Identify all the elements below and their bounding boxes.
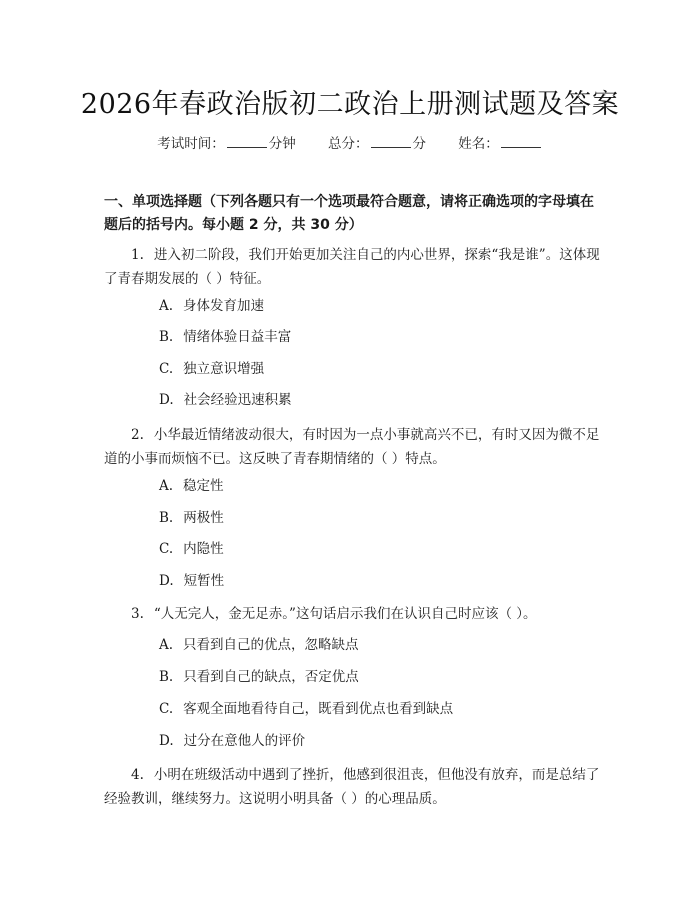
option-text: 客观全面地看待自己，既看到优点也看到缺点	[183, 701, 454, 717]
exam-time-field	[157, 136, 300, 152]
option-letter: C.	[159, 701, 174, 717]
question-1-text: 进入初二阶段，我们开始更加关注自己的内心世界，探索“我是谁”。这体现了青春期发展的（ ）特征。	[104, 247, 600, 287]
question-3-number: 3.	[131, 606, 144, 622]
question-1-option-a	[159, 296, 264, 316]
option-text: 稳定性	[183, 478, 224, 494]
question-2-option-c	[159, 539, 224, 559]
question-3-option-c	[159, 699, 453, 719]
question-3-text: “人无完人，金无足赤。”这句话启示我们在认识自己时应该（ ）。	[153, 606, 537, 622]
student-name-label: 姓名：	[458, 136, 499, 152]
question-3-option-d	[159, 731, 305, 751]
question-3-option-a	[159, 635, 359, 655]
total-score-label: 总分：	[328, 136, 369, 152]
question-2-number: 2.	[131, 427, 144, 443]
option-letter: C.	[159, 541, 174, 557]
question-1-option-d	[159, 390, 292, 410]
question-1-option-b	[159, 327, 291, 347]
option-text: 社会经验迅速积累	[183, 392, 292, 408]
option-text: 短暂性	[183, 573, 225, 589]
total-score-unit: 分	[412, 136, 426, 152]
question-1-number: 1.	[131, 247, 144, 263]
option-text: 只看到自己的优点，忽略缺点	[183, 637, 359, 653]
question-2-option-a	[159, 476, 224, 496]
question-4-stem	[104, 763, 604, 811]
option-letter: B.	[159, 510, 174, 526]
option-letter: D.	[159, 733, 174, 749]
exam-time-blank	[227, 135, 267, 148]
exam-time-unit: 分钟	[268, 136, 296, 152]
option-letter: A.	[159, 298, 174, 314]
student-name-blank	[501, 135, 541, 148]
question-1-stem	[104, 243, 604, 291]
question-2-option-d	[159, 571, 224, 591]
question-3-option-b	[159, 667, 359, 687]
question-4-text: 小明在班级活动中遇到了挫折，他感到很沮丧，但他没有放弃，而是总结了经验教训，继续努力。这说明小明具备（ ）的心理品质。	[104, 767, 600, 807]
student-name-field	[458, 136, 543, 152]
question-1-option-c	[159, 359, 264, 379]
option-letter: A.	[159, 637, 174, 653]
document-title: 2026年春政治版初二政治上册测试题及答案	[80, 89, 620, 120]
option-letter: D.	[159, 573, 174, 589]
question-2-stem	[104, 423, 604, 471]
option-letter: B.	[159, 329, 174, 345]
option-letter: D.	[159, 392, 174, 408]
exam-meta-line	[0, 132, 700, 152]
option-text: 情绪体验日益丰富	[183, 329, 292, 345]
question-2-option-b	[159, 508, 224, 528]
option-text: 只看到自己的缺点，否定优点	[183, 669, 359, 685]
option-letter: B.	[159, 669, 174, 685]
section-heading: 一、单项选择题（下列各题只有一个选项最符合题意，请将正确选项的字母填在题后的括号内。每小题 2 分，共 30 分）	[104, 194, 594, 233]
exam-time-label: 考试时间：	[157, 136, 225, 152]
total-score-blank	[371, 135, 411, 148]
question-2-text: 小华最近情绪波动很大，有时因为一点小事就高兴不已，有时又因为微不足道的小事而烦恼不已。这反映了青春期情绪的（ ）特点。	[104, 427, 600, 467]
option-text: 内隐性	[183, 541, 224, 557]
option-letter: A.	[159, 478, 174, 494]
option-text: 独立意识增强	[183, 361, 265, 377]
option-text: 身体发育加速	[183, 298, 265, 314]
total-score-field	[328, 136, 430, 152]
question-3-stem	[104, 602, 604, 626]
option-text: 过分在意他人的评价	[183, 733, 306, 749]
option-letter: C.	[159, 361, 174, 377]
question-4-number: 4.	[131, 767, 144, 783]
option-text: 两极性	[183, 510, 224, 526]
